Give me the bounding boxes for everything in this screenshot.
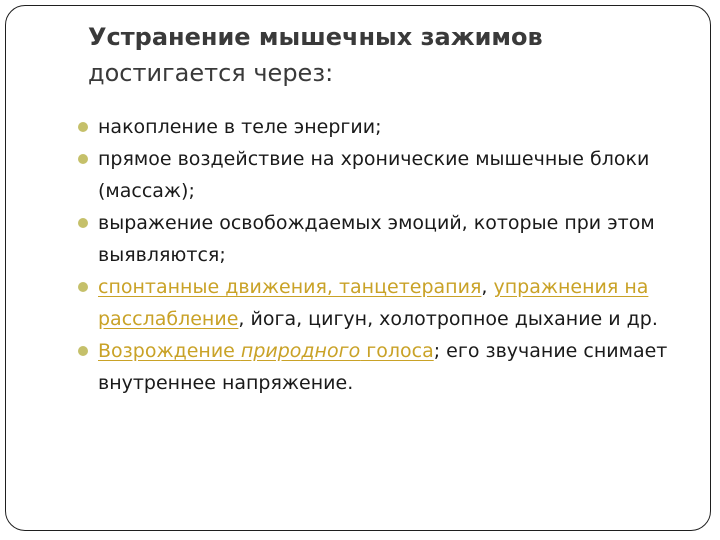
list-item <box>76 143 696 207</box>
list-item <box>76 207 696 271</box>
bullet-dot-icon <box>78 282 88 292</box>
link-voice-revival-end[interactable]: голоса <box>360 340 434 362</box>
list-item-text: накопление в теле энергии; <box>98 116 382 138</box>
slide-title <box>88 19 543 91</box>
separator-text: , <box>481 276 494 298</box>
bullet-list <box>76 111 696 399</box>
list-item-text: выражение освобождаемых эмоций, которые при этом выявляются; <box>98 212 655 266</box>
link-voice-revival-italic[interactable]: природного <box>240 340 361 362</box>
link-dance-therapy[interactable]: спонтанные движения, танцетерапия <box>98 276 482 298</box>
bullet-dot-icon <box>78 218 88 228</box>
list-item-text: прямое воздействие на хронические мышечные блоки (массаж); <box>98 148 650 202</box>
bullet-dot-icon <box>78 346 88 356</box>
bullet-dot-icon <box>78 122 88 132</box>
list-item <box>76 335 696 399</box>
list-item <box>76 111 696 143</box>
slide-frame <box>5 5 711 531</box>
list-item <box>76 271 696 335</box>
link-relaxation-exercises[interactable]: упражнения на расслабление <box>98 276 649 330</box>
list-item-text: , йога, цигун, холотропное дыхание и др. <box>238 308 658 330</box>
bullet-dot-icon <box>78 154 88 164</box>
title-line-1: Устранение мышечных зажимов <box>88 23 543 51</box>
list-item-text: ; его звучание снимает внутреннее напряжение. <box>98 340 668 394</box>
title-line-2: достигается через: <box>88 59 334 87</box>
link-voice-revival[interactable]: Возрождение <box>98 340 241 362</box>
